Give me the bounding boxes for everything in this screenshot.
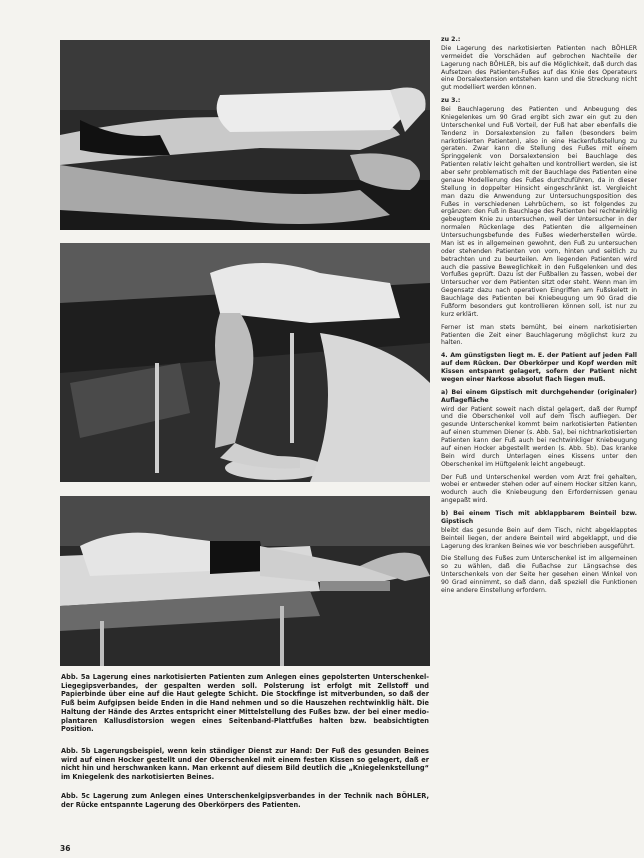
paragraph-4a-2: Der Fuß und Unterschenkel werden vom Arzt frei gehalten, wobei er entweder stehen oder auf einem Hocker sitzen kann, wodurch auch die Kniebeugung den Erfordernissen genau angepaßt wird.	[441, 473, 637, 505]
photo-abb-5a-image	[60, 40, 430, 230]
paragraph-4b-2: Die Stellung des Fußes zum Unterschenkel ist im allgemeinen so zu wählen, daß die Fußachse zur Längsachse des Unterschenkels von der Seite her gesehen einen Winkel von 90 Grad einnimmt, so daß dann, daß speziell die Funktionen eine andere Einstellung erfordern.	[441, 555, 637, 594]
paragraph-3b: Ferner ist man stets bemüht, bei einem narkotisierten Patienten die Zeit einer Bauchlagerung möglichst kurz zu halten.	[441, 323, 637, 347]
photo-abb-5b-image	[60, 243, 430, 482]
caption-abb-5c: Abb. 5c Lagerung zum Anlegen eines Unterschenkelgipsverbandes in der Technik nach BÖHLER, der Rücke entspannte Lagerung des Oberkörpers des Patienten.	[61, 792, 429, 809]
paragraph-4a: wird der Patient soweit nach distal gelagert, daß der Rumpf und die Oberschenkel voll auf dem Tisch aufliegen. Der gesunde Unterschenkel kommt beim narkotisierten Patienten auf einen stummen Diener (s. Abb. 5a), bei nichtnarkotisierten Patienten kann der Fuß auch bei rechtwinkliger Kniebeugung auf einen Hocker abgestellt werden (s. Abb. 5b). Das kranke Bein wird durch Unterlagen eines Kissens unter den Oberschenkel im Hüftgelenk leicht angebeugt.	[441, 405, 637, 468]
section-heading-3: zu 3.:	[441, 97, 461, 105]
caption-abb-5b: Abb. 5b Lagerungsbeispiel, wenn kein ständiger Dienst zur Hand: Der Fuß des gesunden Beines wird auf einen Hocker gestellt und der Oberschenkel mit einem festen Kissen so gelagert, daß er nicht hin und herschwanken kann. Man erkennt auf diesem Bild deutlich die „Kniegelenkstellung“ im Kniegelenk des narkotisierten Beines.	[61, 747, 429, 782]
photo-abb-5a	[60, 40, 430, 230]
paragraph-3: Bei Bauchlagerung des Patienten und Anbeugung des Kniegelenkes um 90 Grad ergibt sich zwar ein gut zu den Unterschenkel und Fuß Vorteil, der Fuß hat aber ebenfalls die Tendenz in Dorsalextension zu fallen (besonders beim narkotisierten Patienten), also in eine Hackenfußstellung zu geraten. Zwar kann die Stellung des Fußes mit einem Springgelenk von Dorsalextension bei Bauchlage des Patienten relativ leicht gehalten und kontrolliert werden, sie ist aber sehr problematisch mit der Bauchlage des Patienten eine genaue Modellierung des Fußes durchzuführen, da in dieser Stellung in doppelter Hinsicht eingeschränkt ist. Vergleicht man dazu die Anwendung zur Untersuchungsposition des Fußes in verschiedenen Lehrbüchern, so ist folgendes zu ergänzen: den Fuß in Bauchlage des Patienten bei rechtwinklig gebeugtem Knie zu untersuchen, weil der Untersucher in der normalen Rückenlage des Patienten die allgemeinen Untersuchungsbefunde des Fußes wiederherstellen würde. Man ist es in allgemeinen gewohnt, den Fuß zu untersuchen oder stehenden Patienten von vorn, hinten und seitlich zu betrachten und zu beurteilen. Am liegenden Patienten wird auch die passive Beweglichkeit in den Fußgelenken und des Vorfußes geprüft. Dazu ist der Fußballen zu fassen, wobei der Untersucher vor dem Patienten sitzt oder steht. Wenn man im Gegensatz dazu nach operativen Eingriffen am Fußskelett in Bauchlage des Patienten bei Kniebeugung um 90 Grad die Fußform besonders gut kontrollieren können soll, ist nur zu kurz erklärt.	[441, 106, 637, 318]
subheading-4a: a) Bei einem Gipstisch mit durchgehender (originaler) Auflagefläche	[441, 388, 637, 404]
caption-abb-5a: Abb. 5a Lagerung eines narkotisierten Patienten zum Anlegen eines gepolsterten Unterschenkel-Liegegipsverbandes, der gespalten werden soll. Polsterung ist erfolgt mit Zellstoff und Papierbinde über eine auf die Haut gelegte Schicht. Die Stockfinge ist mitverbunden, so daß der Fuß beim Aufgipsen beide Enden in die Hand nehmen und so die Hauszehen rechtwinklig hält. Die Haltung der Hände des Arztes entspricht einer Mittelstellung des Fußes bzw. der bei einer medio-plantaren Kallusdistorsion wegen eines Seitenband-Plattfußes halten bzw. beabsichtigten Position.	[61, 673, 429, 734]
right-text-column	[441, 36, 637, 844]
paragraph-2: Die Lagerung des narkotisierten Patienten nach BÖHLER vermeidet die Vorschäden auf gebrochen Nachteile der Lagerung nach BÖHLER, bis auf die Möglichkeit, daß durch das Aufsetzen des Patienten-Fußes auf das Knie des Operateurs eine Dorsalextension entstehen kann und die Streckung nicht gut modelliert werden können.	[441, 44, 637, 92]
photo-abb-5c	[60, 496, 430, 666]
subheading-4b: b) Bei einem Tisch mit abklappbarem Beinteil bzw. Gipstisch	[441, 510, 637, 525]
photo-abb-5c-image	[60, 496, 430, 666]
page-number: 36	[60, 844, 71, 853]
section-heading-2: zu 2.:	[441, 36, 461, 43]
photo-abb-5b	[60, 243, 430, 482]
paragraph-4b: bleibt das gesunde Bein auf dem Tisch, nicht abgeklapptes Beinteil liegen, der andere Beinteil wird abgeklappt, und die Lagerung des kranken Beines wie vor beschrieben ausgeführt.	[441, 526, 637, 550]
paragraph-4: 4. Am günstigsten liegt m. E. der Patient auf jeden Fall auf dem Rücken. Der Oberkörper und Kopf werden mit Kissen entspannt gelagert, sofern der Patient nicht wegen einer Narkose absolut flach liegen muß.	[441, 352, 637, 383]
